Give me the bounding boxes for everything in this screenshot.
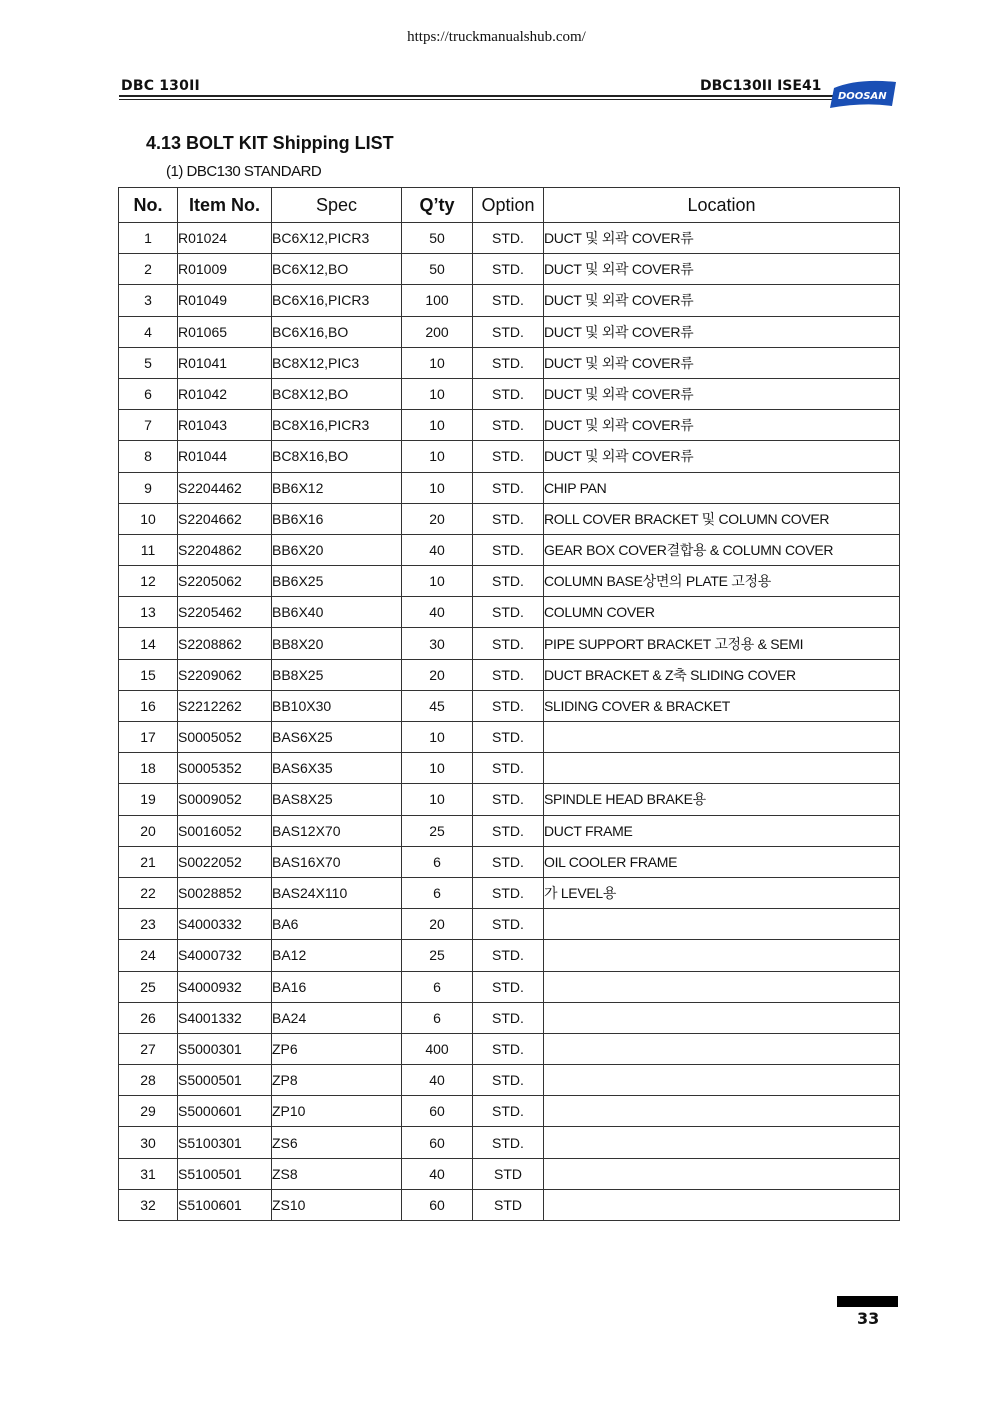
cell-option: STD. <box>473 566 544 597</box>
cell-option: STD. <box>473 285 544 316</box>
table-row <box>119 846 900 877</box>
table-row <box>119 316 900 347</box>
table-row <box>119 1189 900 1220</box>
cell-option: STD. <box>473 347 544 378</box>
cell-qty: 10 <box>402 472 473 503</box>
cell-spec: BC8X16,BO <box>272 441 402 472</box>
cell-option: STD. <box>473 659 544 690</box>
cell-item-no: S2205062 <box>178 566 272 597</box>
cell-qty: 45 <box>402 690 473 721</box>
cell-location: DUCT 및 외곽 COVER류 <box>544 254 900 285</box>
cell-item-no: S2205462 <box>178 597 272 628</box>
cell-item-no: S0005052 <box>178 722 272 753</box>
cell-no: 30 <box>119 1127 178 1158</box>
cell-option: STD. <box>473 690 544 721</box>
cell-option: STD. <box>473 909 544 940</box>
cell-no: 2 <box>119 254 178 285</box>
cell-spec: BB8X25 <box>272 659 402 690</box>
cell-spec: BC6X16,BO <box>272 316 402 347</box>
cell-qty: 25 <box>402 815 473 846</box>
cell-item-no: S2204662 <box>178 503 272 534</box>
cell-no: 4 <box>119 316 178 347</box>
cell-qty: 200 <box>402 316 473 347</box>
cell-spec: ZS8 <box>272 1158 402 1189</box>
cell-qty: 40 <box>402 597 473 628</box>
cell-item-no: R01009 <box>178 254 272 285</box>
cell-qty: 30 <box>402 628 473 659</box>
cell-location: ROLL COVER BRACKET 및 COLUMN COVER <box>544 503 900 534</box>
table-row <box>119 441 900 472</box>
table-row <box>119 223 900 254</box>
cell-option: STD. <box>473 316 544 347</box>
table-header-row <box>119 188 900 223</box>
cell-item-no: S0005352 <box>178 753 272 784</box>
page-number: 33 <box>857 1309 880 1328</box>
cell-item-no: S4000332 <box>178 909 272 940</box>
table-row <box>119 1065 900 1096</box>
cell-qty: 20 <box>402 503 473 534</box>
cell-option: STD. <box>473 223 544 254</box>
cell-no: 18 <box>119 753 178 784</box>
cell-location <box>544 971 900 1002</box>
cell-spec: BA6 <box>272 909 402 940</box>
cell-location <box>544 1033 900 1064</box>
cell-spec: BB6X12 <box>272 472 402 503</box>
cell-qty: 40 <box>402 1158 473 1189</box>
cell-qty: 6 <box>402 846 473 877</box>
cell-no: 20 <box>119 815 178 846</box>
cell-option: STD. <box>473 254 544 285</box>
cell-no: 32 <box>119 1189 178 1220</box>
cell-item-no: R01041 <box>178 347 272 378</box>
cell-spec: BAS8X25 <box>272 784 402 815</box>
cell-location: DUCT 및 외곽 COVER류 <box>544 223 900 254</box>
cell-item-no: S5100501 <box>178 1158 272 1189</box>
cell-option: STD <box>473 1158 544 1189</box>
cell-spec: ZP8 <box>272 1065 402 1096</box>
cell-spec: ZP6 <box>272 1033 402 1064</box>
cell-location <box>544 753 900 784</box>
cell-spec: BB6X16 <box>272 503 402 534</box>
table-row <box>119 784 900 815</box>
cell-option: STD. <box>473 722 544 753</box>
cell-item-no: S0028852 <box>178 877 272 908</box>
cell-item-no: R01042 <box>178 378 272 409</box>
table-row <box>119 410 900 441</box>
cell-location <box>544 1096 900 1127</box>
table-row <box>119 285 900 316</box>
cell-qty: 10 <box>402 347 473 378</box>
table-row <box>119 877 900 908</box>
header-qty: Q’ty <box>402 188 473 223</box>
header-rule-thin <box>119 99 836 100</box>
cell-spec: BC6X12,PICR3 <box>272 223 402 254</box>
cell-spec: ZP10 <box>272 1096 402 1127</box>
cell-qty: 10 <box>402 784 473 815</box>
cell-option: STD. <box>473 503 544 534</box>
cell-location: DUCT 및 외곽 COVER류 <box>544 378 900 409</box>
cell-location <box>544 1189 900 1220</box>
cell-location <box>544 1065 900 1096</box>
cell-option: STD. <box>473 1065 544 1096</box>
cell-qty: 40 <box>402 534 473 565</box>
cell-no: 31 <box>119 1158 178 1189</box>
cell-location: GEAR BOX COVER결합용 & COLUMN COVER <box>544 534 900 565</box>
table-row <box>119 254 900 285</box>
cell-location <box>544 1002 900 1033</box>
table-body <box>119 223 900 1221</box>
table-row <box>119 940 900 971</box>
table-row <box>119 753 900 784</box>
cell-item-no: S5100601 <box>178 1189 272 1220</box>
cell-spec: BAS12X70 <box>272 815 402 846</box>
cell-location: CHIP PAN <box>544 472 900 503</box>
cell-location: DUCT 및 외곽 COVER류 <box>544 285 900 316</box>
cell-no: 19 <box>119 784 178 815</box>
cell-location: 가 LEVEL용 <box>544 877 900 908</box>
cell-location: DUCT 및 외곽 COVER류 <box>544 410 900 441</box>
cell-no: 5 <box>119 347 178 378</box>
cell-option: STD. <box>473 1096 544 1127</box>
table-row <box>119 971 900 1002</box>
cell-no: 21 <box>119 846 178 877</box>
cell-option: STD. <box>473 753 544 784</box>
header-document-code: DBC130II ISE41 <box>700 78 822 94</box>
cell-qty: 20 <box>402 659 473 690</box>
cell-option: STD. <box>473 534 544 565</box>
table-row <box>119 659 900 690</box>
table-row <box>119 566 900 597</box>
table-row <box>119 347 900 378</box>
table-subtitle: (1) DBC130 STANDARD <box>166 163 322 180</box>
cell-qty: 20 <box>402 909 473 940</box>
header-model: DBC 130II <box>121 78 200 94</box>
cell-item-no: S4000932 <box>178 971 272 1002</box>
cell-spec: BC8X12,PIC3 <box>272 347 402 378</box>
cell-item-no: S2209062 <box>178 659 272 690</box>
cell-qty: 50 <box>402 223 473 254</box>
cell-no: 3 <box>119 285 178 316</box>
cell-no: 16 <box>119 690 178 721</box>
table-row <box>119 1033 900 1064</box>
cell-no: 27 <box>119 1033 178 1064</box>
cell-qty: 50 <box>402 254 473 285</box>
cell-no: 6 <box>119 378 178 409</box>
cell-item-no: R01049 <box>178 285 272 316</box>
table-row <box>119 378 900 409</box>
cell-option: STD. <box>473 846 544 877</box>
cell-no: 7 <box>119 410 178 441</box>
header-spec: Spec <box>272 188 402 223</box>
table-row <box>119 628 900 659</box>
cell-option: STD. <box>473 1033 544 1064</box>
cell-spec: BB10X30 <box>272 690 402 721</box>
bolt-kit-table <box>118 187 900 1221</box>
cell-spec: BAS6X25 <box>272 722 402 753</box>
cell-item-no: S5100301 <box>178 1127 272 1158</box>
cell-location: DUCT BRACKET & Z축 SLIDING COVER <box>544 659 900 690</box>
cell-spec: BC8X12,BO <box>272 378 402 409</box>
cell-no: 9 <box>119 472 178 503</box>
cell-spec: BC8X16,PICR3 <box>272 410 402 441</box>
cell-spec: BA24 <box>272 1002 402 1033</box>
cell-qty: 60 <box>402 1127 473 1158</box>
section-title: 4.13 BOLT KIT Shipping LIST <box>146 133 394 153</box>
cell-spec: BB6X25 <box>272 566 402 597</box>
cell-location: DUCT FRAME <box>544 815 900 846</box>
cell-item-no: S5000301 <box>178 1033 272 1064</box>
cell-location: SPINDLE HEAD BRAKE용 <box>544 784 900 815</box>
cell-qty: 60 <box>402 1096 473 1127</box>
table-row <box>119 722 900 753</box>
cell-no: 11 <box>119 534 178 565</box>
doosan-logo <box>828 76 900 110</box>
logo-text: DOOSAN <box>838 91 887 102</box>
cell-location: DUCT 및 외곽 COVER류 <box>544 316 900 347</box>
cell-spec: BC6X12,BO <box>272 254 402 285</box>
cell-location <box>544 722 900 753</box>
cell-qty: 6 <box>402 877 473 908</box>
table-row <box>119 534 900 565</box>
cell-option: STD. <box>473 1002 544 1033</box>
cell-qty: 100 <box>402 285 473 316</box>
cell-no: 10 <box>119 503 178 534</box>
cell-item-no: S2208862 <box>178 628 272 659</box>
cell-spec: BC6X16,PICR3 <box>272 285 402 316</box>
source-url[interactable]: https://truckmanualshub.com/ <box>407 29 586 45</box>
cell-qty: 40 <box>402 1065 473 1096</box>
cell-qty: 60 <box>402 1189 473 1220</box>
cell-qty: 10 <box>402 410 473 441</box>
cell-location <box>544 909 900 940</box>
cell-option: STD. <box>473 597 544 628</box>
header-option: Option <box>473 188 544 223</box>
cell-no: 25 <box>119 971 178 1002</box>
cell-option: STD. <box>473 1127 544 1158</box>
table-row <box>119 1096 900 1127</box>
cell-no: 12 <box>119 566 178 597</box>
cell-item-no: S2204462 <box>178 472 272 503</box>
cell-location <box>544 1158 900 1189</box>
cell-no: 17 <box>119 722 178 753</box>
header-rule <box>119 95 836 97</box>
table-row <box>119 909 900 940</box>
cell-location: COLUMN BASE상면의 PLATE 고정용 <box>544 566 900 597</box>
cell-option: STD. <box>473 940 544 971</box>
cell-no: 24 <box>119 940 178 971</box>
cell-qty: 25 <box>402 940 473 971</box>
cell-location <box>544 1127 900 1158</box>
cell-item-no: S0022052 <box>178 846 272 877</box>
cell-location: OIL COOLER FRAME <box>544 846 900 877</box>
cell-no: 15 <box>119 659 178 690</box>
table-row <box>119 597 900 628</box>
table-row <box>119 472 900 503</box>
cell-option: STD. <box>473 410 544 441</box>
cell-spec: BAS16X70 <box>272 846 402 877</box>
table-row <box>119 503 900 534</box>
cell-no: 1 <box>119 223 178 254</box>
cell-option: STD. <box>473 441 544 472</box>
cell-location: DUCT 및 외곽 COVER류 <box>544 347 900 378</box>
cell-no: 23 <box>119 909 178 940</box>
cell-spec: BA16 <box>272 971 402 1002</box>
cell-no: 29 <box>119 1096 178 1127</box>
cell-location: PIPE SUPPORT BRACKET 고정용 & SEMI <box>544 628 900 659</box>
cell-item-no: S5000501 <box>178 1065 272 1096</box>
cell-spec: ZS10 <box>272 1189 402 1220</box>
cell-option: STD. <box>473 815 544 846</box>
table-row <box>119 690 900 721</box>
cell-option: STD <box>473 1189 544 1220</box>
header-no: No. <box>119 188 178 223</box>
cell-item-no: R01043 <box>178 410 272 441</box>
cell-location: COLUMN COVER <box>544 597 900 628</box>
cell-item-no: R01065 <box>178 316 272 347</box>
cell-option: STD. <box>473 877 544 908</box>
cell-qty: 6 <box>402 1002 473 1033</box>
cell-item-no: R01044 <box>178 441 272 472</box>
cell-spec: BAS6X35 <box>272 753 402 784</box>
cell-spec: BB6X40 <box>272 597 402 628</box>
cell-option: STD. <box>473 784 544 815</box>
cell-no: 14 <box>119 628 178 659</box>
cell-location: SLIDING COVER & BRACKET <box>544 690 900 721</box>
cell-item-no: S4001332 <box>178 1002 272 1033</box>
cell-qty: 10 <box>402 753 473 784</box>
table-row <box>119 1002 900 1033</box>
cell-item-no: S0016052 <box>178 815 272 846</box>
cell-option: STD. <box>473 378 544 409</box>
cell-spec: BB8X20 <box>272 628 402 659</box>
cell-option: STD. <box>473 971 544 1002</box>
cell-location: DUCT 및 외곽 COVER류 <box>544 441 900 472</box>
cell-spec: ZS6 <box>272 1127 402 1158</box>
table-row <box>119 1158 900 1189</box>
cell-no: 26 <box>119 1002 178 1033</box>
cell-qty: 10 <box>402 378 473 409</box>
cell-item-no: R01024 <box>178 223 272 254</box>
cell-item-no: S5000601 <box>178 1096 272 1127</box>
cell-no: 13 <box>119 597 178 628</box>
cell-qty: 10 <box>402 566 473 597</box>
cell-option: STD. <box>473 472 544 503</box>
cell-item-no: S4000732 <box>178 940 272 971</box>
cell-location <box>544 940 900 971</box>
header-location: Location <box>544 188 900 223</box>
cell-no: 22 <box>119 877 178 908</box>
cell-no: 8 <box>119 441 178 472</box>
page-number-bar <box>837 1296 898 1307</box>
cell-spec: BAS24X110 <box>272 877 402 908</box>
table-row <box>119 815 900 846</box>
table-row <box>119 1127 900 1158</box>
cell-no: 28 <box>119 1065 178 1096</box>
cell-qty: 10 <box>402 441 473 472</box>
cell-option: STD. <box>473 628 544 659</box>
cell-qty: 6 <box>402 971 473 1002</box>
cell-qty: 400 <box>402 1033 473 1064</box>
cell-item-no: S2212262 <box>178 690 272 721</box>
cell-qty: 10 <box>402 722 473 753</box>
cell-item-no: S0009052 <box>178 784 272 815</box>
cell-spec: BB6X20 <box>272 534 402 565</box>
header-item-no: Item No. <box>178 188 272 223</box>
cell-spec: BA12 <box>272 940 402 971</box>
cell-item-no: S2204862 <box>178 534 272 565</box>
